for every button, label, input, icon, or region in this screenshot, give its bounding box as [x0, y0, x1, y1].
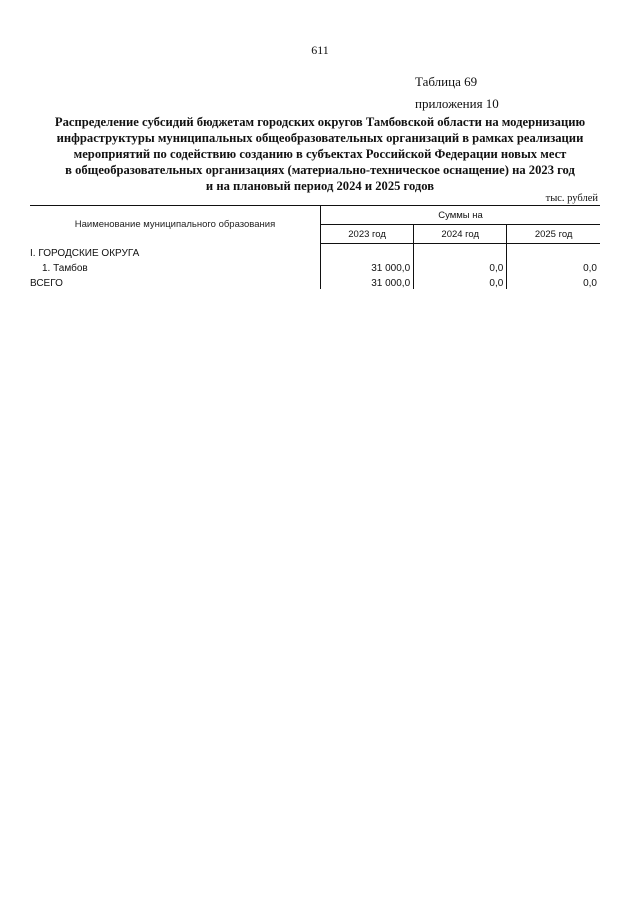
year-header-2025: 2025 год	[507, 225, 600, 244]
value-2025: 0,0	[507, 259, 600, 274]
municipality-label: 1. Тамбов	[42, 263, 88, 274]
total-2025: 0,0	[507, 274, 600, 289]
title-line: в общеобразовательных организациях (материально-техническое оснащение) на 2023 год	[65, 163, 575, 177]
title-line: Распределение субсидий бюджетам городских округов Тамбовской области на модернизацию	[54, 115, 586, 129]
total-2024: 0,0	[414, 274, 507, 289]
table-header-row	[30, 206, 600, 225]
empty-cell	[507, 244, 600, 260]
empty-cell	[414, 244, 507, 260]
empty-cell	[321, 244, 414, 260]
section-label: I. ГОРОДСКИЕ ОКРУГА	[30, 248, 140, 259]
page-number: 611	[311, 43, 329, 57]
table-row	[30, 259, 600, 274]
title-line: мероприятий по содействию созданию в субъектах Российской Федерации новых мест	[73, 147, 567, 161]
table-label: Таблица 69	[415, 74, 478, 89]
title-line: и на плановый период 2024 и 2025 годов	[205, 179, 435, 193]
name-column-header: Наименование муниципального образования	[74, 219, 276, 231]
total-label: ВСЕГО	[30, 278, 63, 289]
total-2023: 31 000,0	[321, 274, 414, 289]
appendix-label: приложения 10	[415, 96, 499, 111]
sums-header: Суммы на	[321, 206, 601, 225]
year-header-2023: 2023 год	[321, 225, 414, 244]
year-header-2024: 2024 год	[414, 225, 507, 244]
subsidy-table	[30, 205, 600, 289]
document-title	[30, 114, 610, 194]
value-2023: 31 000,0	[321, 259, 414, 274]
section-row	[30, 244, 600, 260]
total-row	[30, 274, 600, 289]
title-line: инфраструктуры муниципальных общеобразовательных организаций в рамках реализации	[56, 131, 584, 145]
units-label: тыс. рублей	[545, 193, 598, 204]
value-2024: 0,0	[414, 259, 507, 274]
